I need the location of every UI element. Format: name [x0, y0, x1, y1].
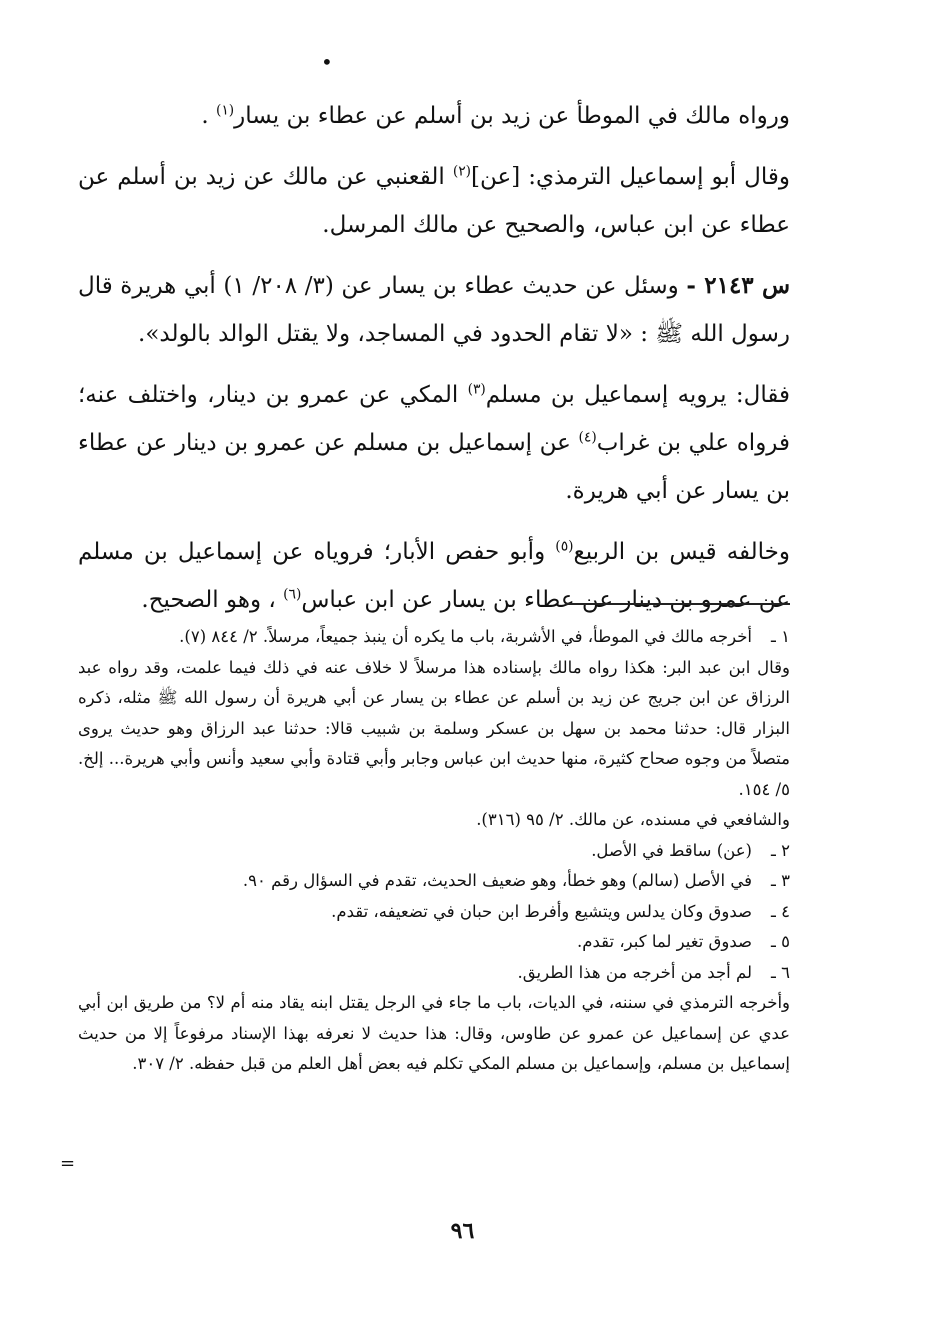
main-text: [78, 92, 790, 637]
footnote-4: [78, 897, 790, 928]
footnotes: [78, 622, 790, 1080]
paragraph-1-tail: .: [201, 103, 216, 129]
footnote-5-number: ٥ ـ: [771, 932, 790, 951]
paragraph-4-c: عن إسماعيل بن مسلم عن عمرو بن دينار عن عطاء بن يسار عن أبي هريرة.: [78, 430, 790, 504]
footnote-ref-2: (٢): [452, 163, 472, 180]
footnote-ref-1: (١): [215, 102, 235, 119]
footnote-1-number: ١ ـ: [771, 627, 790, 646]
footnote-6-continuation: وأخرجه الترمذي في سننه، في الديات، باب ما جاء في الرجل يقتل ابنه يقاد منه أم لا؟ من طريق ابن أبي عدي عن إسماعيل عن عمرو عن طاوس، وقال: هذا حديث لا نعرفه بهذا الإسناد مرفوعاً إلا من حديث إسماعيل بن مسلم، وإسماعيل بن مسلم المكي تكلم فيه بعض أهل العلم من قبل حفظه. ٢/ ٣٠٧.: [78, 993, 790, 1073]
paragraph-4: [78, 371, 790, 515]
footnote-4-text: صدوق وكان يدلس ويتشيع وأفرط ابن حبان في تضعيفه، تقدم.: [331, 901, 752, 921]
footnote-1-shafii: والشافعي في مسنده، عن مالك. ٢/ ٩٥ (٣١٦).: [476, 810, 790, 829]
footnote-6-text: لم أجد من أخرجه من هذا الطريق.: [517, 962, 752, 982]
paragraph-2-b: القعنبي عن مالك عن زيد بن أسلم عن عطاء عن ابن عباس، والصحيح عن مالك المرسل.: [78, 164, 790, 238]
footnote-2: [78, 836, 790, 867]
footnote-2-text: (عن) ساقط في الأصل.: [591, 840, 752, 860]
footnote-ref-5: (٥): [555, 538, 574, 555]
footnote-2-number: ٢ ـ: [771, 840, 790, 860]
footnote-1: [78, 622, 790, 653]
paragraph-5-a: وخالفه قيس بن الربيع: [573, 539, 790, 565]
paragraph-5: [78, 528, 790, 624]
paragraph-4-b: المكي عن عمرو بن دينار، واختلف عنه؛ فرواه علي بن غراب: [78, 382, 790, 456]
footnote-5: [78, 927, 790, 958]
footnote-ref-6: (٦): [283, 586, 302, 603]
footnote-6: [78, 958, 790, 989]
question-number: س ٢١٤٣ -: [686, 272, 791, 299]
paragraph-5-b: وأبو حفص الأبار؛ فروياه عن إسماعيل بن مسلم عن عمرو بن دينار عن عطاء بن يسار عن ابن عباس: [78, 539, 790, 613]
footnote-ref-3: (٣): [467, 381, 486, 398]
question-2143: [78, 262, 790, 358]
paragraph-1: [78, 92, 790, 140]
page-number: ٩٦: [450, 1218, 475, 1244]
paragraph-2: [78, 153, 790, 249]
paragraph-2-a: وقال أبو إسماعيل الترمذي: [عن]: [471, 164, 790, 190]
footnote-ref-4: (٤): [578, 429, 597, 446]
paragraph-5-c: ، وهو الصحيح.: [141, 587, 284, 613]
question-text: وسئل عن حديث عطاء بن يسار عن (٣/ ٢٠٨/ ١) أبي هريرة قال رسول الله ﷺ : «لا تقام الحدود في المساجد، ولا يقتل الوالد بالولد».: [78, 273, 790, 347]
footnote-4-number: ٤ ـ: [771, 901, 790, 921]
footnote-3: [78, 866, 790, 897]
footnote-3-text: في الأصل (سالم) وهو خطأ، وهو ضعيف الحديث، تقدم في السؤال رقم ٩٠.: [242, 871, 752, 890]
footnote-5-text: صدوق تغير لما كبر، تقدم.: [577, 932, 752, 951]
continuation-mark: =: [60, 1153, 76, 1174]
paragraph-1-text: ورواه مالك في الموطأ عن زيد بن أسلم عن عطاء بن يسار: [234, 103, 790, 129]
footnote-3-number: ٣ ـ: [771, 871, 790, 890]
ink-dot: •: [321, 50, 333, 74]
footnote-separator: [565, 603, 790, 605]
footnote-1-continuation: وقال ابن عبد البر: هكذا رواه مالك بإسناده هذا مرسلاً لا خلاف عنه في ذلك فيما علمت، وقد رواه عبد الرزاق عن ابن جريج عن زيد بن أسلم عن عطاء بن يسار عن أبي هريرة أن رسول الله ﷺ مثله، ذكره البزار قال: حدثنا محمد بن سهل بن عسكر وسلمة بن شبيب قالا: حدثنا عبد الرزاق وهو حديث يروى متصلاً من وجوه صحاح كثيرة، منها حديث ابن عباس وجابر وأبي قتادة وأبي سعيد وأنس وأبي هريرة... إلخ. ٥/ ١٥٤.: [78, 657, 790, 799]
paragraph-4-a: فقال: يرويه إسماعيل بن مسلم: [485, 382, 790, 408]
footnote-6-number: ٦ ـ: [771, 962, 790, 982]
footnote-1-text: أخرجه مالك في الموطأ، في الأشربة، باب ما يكره أن ينبذ جميعاً، مرسلاً. ٢/ ٨٤٤ (٧).: [179, 627, 752, 646]
